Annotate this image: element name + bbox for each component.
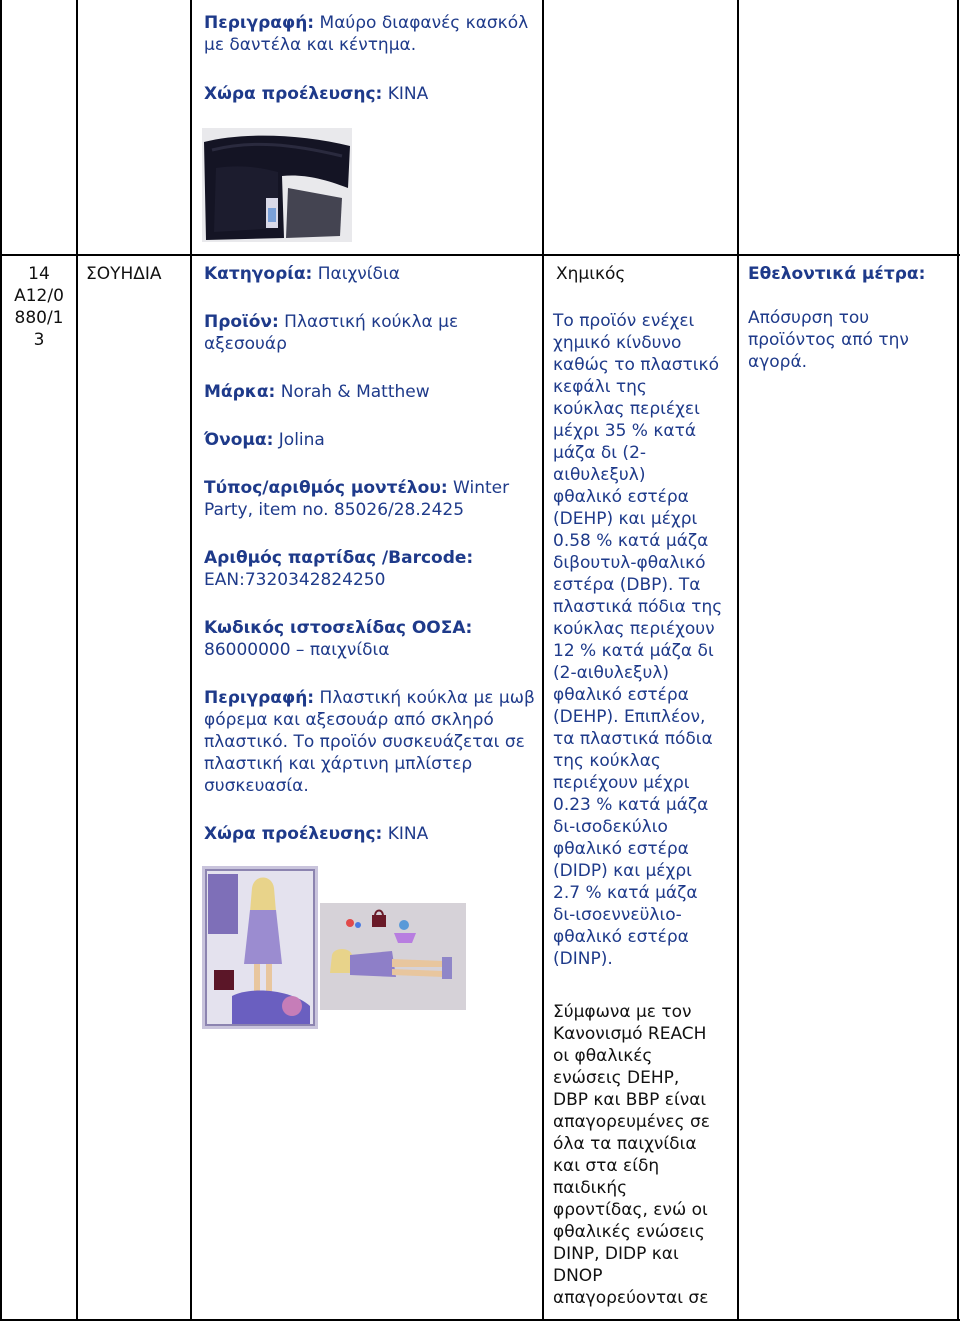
risk-description [553, 310, 735, 970]
item-number-line: 14 [28, 264, 50, 284]
batch-label: Αριθμός παρτίδας /Barcode: [204, 548, 474, 568]
risk-line: 2.7 % κατά μάζα [553, 883, 698, 903]
risk-line: (DEHP). Επιπλέον, [553, 707, 706, 727]
voluntary-measures [748, 263, 953, 373]
product-details [204, 263, 536, 845]
risk-line: 0.23 % κατά μάζα [553, 795, 709, 815]
origin-value: ΚΙΝΑ [387, 84, 429, 104]
reach-line: DBP και BBP είναι [553, 1090, 707, 1110]
name-label: Όνομα: [204, 430, 274, 450]
risk-line: τα πλαστικά πόδια [553, 729, 713, 749]
risk-line: κούκλας περιέχει [553, 399, 700, 419]
product-line [204, 311, 536, 355]
reach-line: όλα τα παιχνίδια [553, 1134, 697, 1154]
risk-line: κεφάλι της [553, 377, 647, 397]
measures-label: Εθελοντικά μέτρα: [748, 264, 926, 284]
risk-line: εστέρα (DBP). Τα [553, 575, 701, 595]
risk-line: δι-ισοδεκύλιο [553, 817, 668, 837]
model-line [204, 477, 536, 521]
risk-line: φθαλικό εστέρα [553, 927, 689, 947]
origin-value: ΚΙΝΑ [387, 824, 429, 844]
origin-label: Χώρα προέλευσης: [204, 824, 383, 844]
risk-line: (DEHP) και μέχρι [553, 509, 698, 529]
model-value: Winter Party, item no. 85026/28.2425 [204, 478, 510, 520]
reach-line: ενώσεις DEHP, [553, 1068, 680, 1088]
risk-line: 12 % κατά μάζα δι [553, 641, 714, 661]
risk-line: περιέχουν μέχρι [553, 773, 690, 793]
table-border-col2 [190, 0, 192, 1321]
top-row-origin [204, 83, 534, 105]
risk-type [556, 263, 625, 285]
risk-line: φθαλικό εστέρα [553, 839, 689, 859]
measures-line: Απόσυρση του [748, 308, 870, 328]
risk-line: μάζα δι (2- [553, 443, 647, 463]
risk-line: φθαλικό εστέρα [553, 487, 689, 507]
country-value: ΣΟΥΗΔΙΑ [86, 264, 162, 284]
oecd-label: Κωδικός ιστοσελίδας ΟΟΣΑ: [204, 618, 473, 638]
description-label: Περιγραφή: [204, 688, 315, 708]
reach-line: απαγορεύονται σε [553, 1288, 709, 1308]
reach-line: οι φθαλικές [553, 1046, 653, 1066]
batch-value: EAN:7320342824250 [204, 570, 386, 590]
item-number-line: A12/0 [14, 286, 64, 306]
reach-line: και στα είδη [553, 1156, 660, 1176]
description-line [204, 687, 536, 797]
risk-line: πλαστικά πόδια της [553, 597, 723, 617]
risk-line: διβουτυλ-φθαλικό [553, 553, 706, 573]
model-label: Τύπος/αριθμός μοντέλου: [204, 478, 448, 498]
notifying-country [86, 263, 162, 285]
name-line [204, 429, 536, 451]
risk-line: φθαλικό εστέρα [553, 685, 689, 705]
risk-line: της κούκλας [553, 751, 661, 771]
risk-type-value: Χημικός [556, 264, 626, 284]
risk-line: Το προϊόν ενέχει [553, 311, 695, 331]
reach-line: DINP, DIDP και [553, 1244, 679, 1264]
origin-label: Χώρα προέλευσης: [204, 84, 383, 104]
risk-line: καθώς το πλαστικό [553, 355, 719, 375]
reach-line: DNOP [553, 1266, 603, 1286]
brand-value: Norah & Matthew [280, 382, 430, 402]
category-label: Κατηγορία: [204, 264, 313, 284]
doll-package-photo [202, 866, 318, 1029]
risk-line: 0.58 % κατά μάζα [553, 531, 709, 551]
item-number [4, 263, 74, 351]
risk-line: (DIDP) και μέχρι [553, 861, 692, 881]
reach-line: φθαλικές ενώσεις [553, 1222, 705, 1242]
brand-line [204, 381, 536, 403]
measures-line: αγορά. [748, 352, 808, 372]
risk-line: (2-αιθυλεξυλ) [553, 663, 670, 683]
origin-line [204, 823, 536, 845]
table-border-left [0, 0, 2, 1321]
risk-line: μέχρι 35 % κατά [553, 421, 697, 441]
top-row-description [204, 12, 534, 56]
doll-unpacked-photo [320, 903, 466, 1010]
brand-label: Μάρκα: [204, 382, 276, 402]
table-border-col1 [76, 0, 78, 1321]
reach-line: Σύμφωνα με τον [553, 1002, 692, 1022]
row-separator [0, 254, 960, 256]
name-value: Jolina [278, 430, 325, 450]
scarf-product-photo [202, 128, 352, 242]
reach-line: Κανονισμό REACH [553, 1024, 707, 1044]
reach-line: παιδικής [553, 1178, 628, 1198]
risk-line: αιθυλεξυλ) [553, 465, 646, 485]
product-label: Προϊόν: [204, 312, 279, 332]
description-text: Μαύρο διαφανές κασκόλ με δαντέλα και κέντημα. [204, 13, 529, 55]
risk-line: χημικό κίνδυνο [553, 333, 682, 353]
table-border-col4 [737, 0, 739, 1321]
oecd-value: 86000000 – παιχνίδια [204, 640, 390, 660]
table-border-right [957, 0, 959, 1321]
reach-line: απαγορευμένες σε [553, 1112, 710, 1132]
item-number-line: 880/1 [14, 308, 64, 328]
risk-line: (DINP). [553, 949, 613, 969]
table-border-col3 [542, 0, 544, 1321]
category-value: Παιχνίδια [317, 264, 400, 284]
oecd-line [204, 617, 536, 661]
risk-line: δι-ισοεννεϋλιο- [553, 905, 682, 925]
reach-regulation-note [553, 1001, 735, 1309]
item-number-line: 3 [33, 330, 45, 350]
reach-line: φροντίδας, ενώ οι [553, 1200, 708, 1220]
measures-line: προϊόντος από την [748, 330, 909, 350]
risk-line: κούκλας περιέχουν [553, 619, 715, 639]
category-line [204, 263, 536, 285]
description-value: Πλαστική κούκλα με μωβ φόρεμα και αξεσουάρ από σκληρό πλαστικό. Το προϊόν συσκευάζεται σε πλαστική και χάρτινη μπλίστερ συσκευασία. [204, 688, 535, 796]
product-value: Πλαστική κούκλα με αξεσουάρ [204, 312, 459, 354]
batch-line [204, 547, 536, 591]
description-label: Περιγραφή: [204, 13, 315, 33]
